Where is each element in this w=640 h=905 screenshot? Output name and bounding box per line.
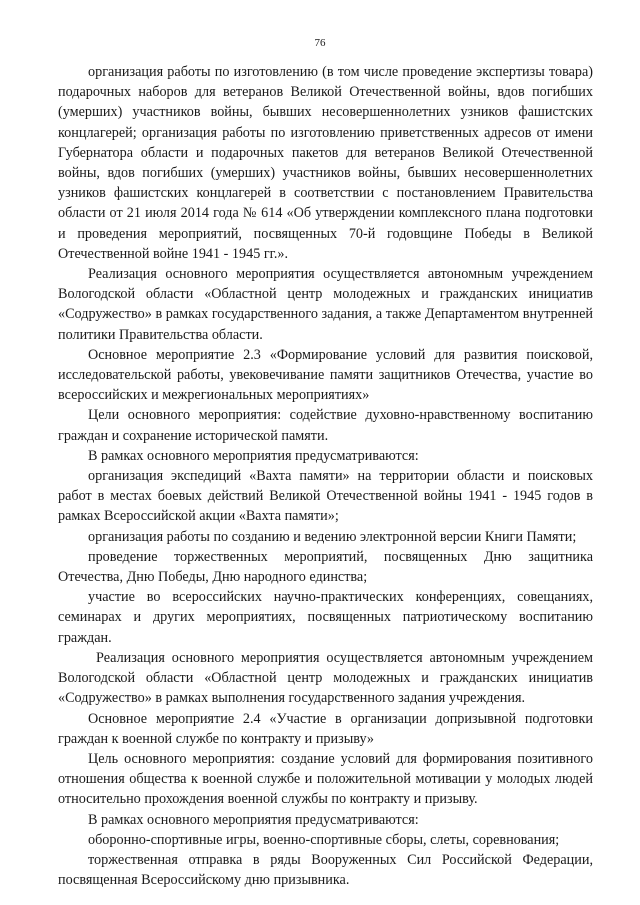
paragraph: Основное мероприятие 2.3 «Формирование условий для развития поисковой, исследовательской работы, увековечивание памяти защитников Отечества, участие во всероссийских и межрегиональных мероприятиях» [58,346,593,404]
page-number: 76 [314,37,326,49]
paragraph: организация работы по изготовлению (в том числе проведение экспертизы товара) подарочных наборов для ветеранов Великой Отечественной войны, вдов погибших (умерших) участников войны, бывших несовершеннолетних узников фашистских концлагерей; организация работы по изготовлению приветственных адресов от имени Губернатора области и подарочных пакетов для ветеранов Великой Отечественной войны, вдов погибших (умерших) участников войны, бывших несовершеннолетних узников фашистских концлагерей в соответствии с постановлением Правительства области от 21 июля 2014 года № 614 «Об утверждении комплексного плана подготовки и проведения мероприятий, посвященных 70-й годовщине Победы в Великой Отечественной войне 1941 - 1945 гг.». [58,64,593,262]
paragraph: Цели основного мероприятия: содействие духовно-нравственному воспитанию граждан и сохранение исторической памяти. [58,407,593,444]
paragraph: Основное мероприятие 2.4 «Участие в организации допризывной подготовки граждан к военной службе по контракту и призыву» [58,710,593,747]
paragraph: Реализация основного мероприятия осуществляется автономным учреждением Вологодской области «Областной центр молодежных и гражданских инициатив «Содружество» в рамках государственного задания, а также Департаментом внутренней политики Правительства области. [58,266,593,343]
paragraph: организация работы по созданию и ведению электронной версии Книги Памяти; [88,528,577,545]
paragraph: торжественная отправка в ряды Вооруженных Сил Российской Федерации, посвященная Всероссийскому дню призывника. [58,851,593,889]
paragraph: оборонно-спортивные игры, военно-спортивные сборы, слеты, соревнования; [88,831,560,848]
paragraph: организация экспедиций «Вахта памяти» на территории области и поисковых работ в местах боевых действий Великой Отечественной войны 1941 - 1945 годов в рамках Всероссийской акции «Вахта памяти»; [58,468,593,525]
paragraph: участие во всероссийских научно-практических конференциях, совещаниях, семинарах и других мероприятиях, посвященных патриотическому воспитанию граждан. [58,589,593,646]
paragraph: В рамках основного мероприятия предусматриваются: [88,447,419,464]
paragraph: Цель основного мероприятия: создание условий для формирования позитивного отношения общества к военной службе и положительной мотивации у молодых людей относительно прохождения военной службы по контракту и призыву. [58,750,593,808]
paragraph: проведение торжественных мероприятий, посвященных Дню защитника Отечества, Дню Победы, Дню народного единства; [58,548,593,586]
document-body [58,62,593,890]
paragraph: Реализация основного мероприятия осуществляется автономным учреждением Вологодской области «Областной центр молодежных и гражданских инициатив «Содружество» в рамках выполнения государственного задания учреждения. [58,649,593,707]
paragraph: В рамках основного мероприятия предусматриваются: [88,811,419,828]
